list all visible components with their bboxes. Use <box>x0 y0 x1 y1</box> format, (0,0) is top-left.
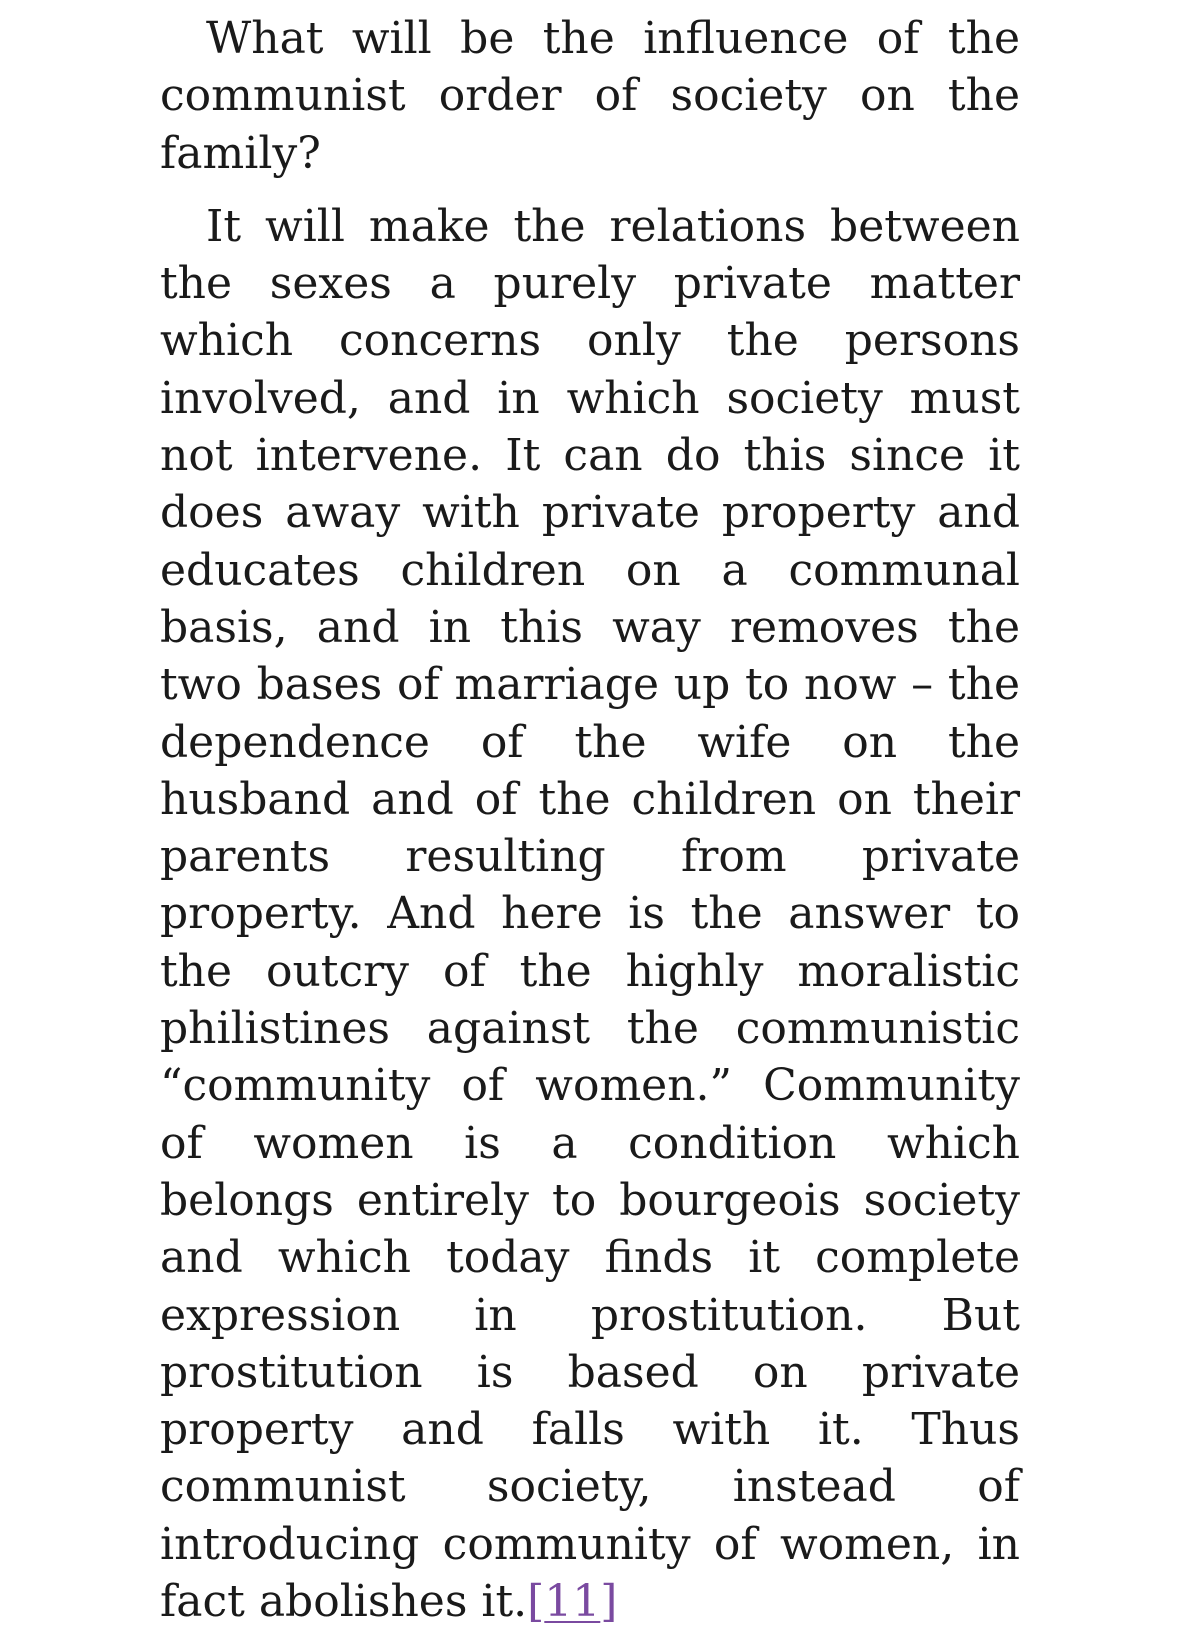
answer-text: It will make the relations between the sexes a purely private matter which concerns only the persons involved, and in which society must not intervene. It can do this since it does away with private property and educates children on a communal basis, and in this way removes the two bases of marriage up to now – the dependence of the wife on the husband and of the children on their parents resulting from private property. And here is the answer to the outcry of the highly moralistic philistines against the communistic “community of women.” Community of women is a condition which belongs entirely to bourgeois society and which today finds it complete expression in prostitution. But prostitution is based on private property and falls with it. Thus communist society, instead of introducing community of women, in fact abolishes it. <box>160 200 1020 1628</box>
reader-page <box>160 10 1020 1630</box>
question-paragraph: What will be the influence of the communist order of society on the family? <box>160 13 1020 179</box>
answer-paragraph <box>160 198 1020 1630</box>
footnote-open-bracket: [ <box>527 1576 545 1628</box>
footnote-close-bracket: ] <box>600 1576 618 1628</box>
footnote-link[interactable]: 11 <box>544 1576 601 1628</box>
